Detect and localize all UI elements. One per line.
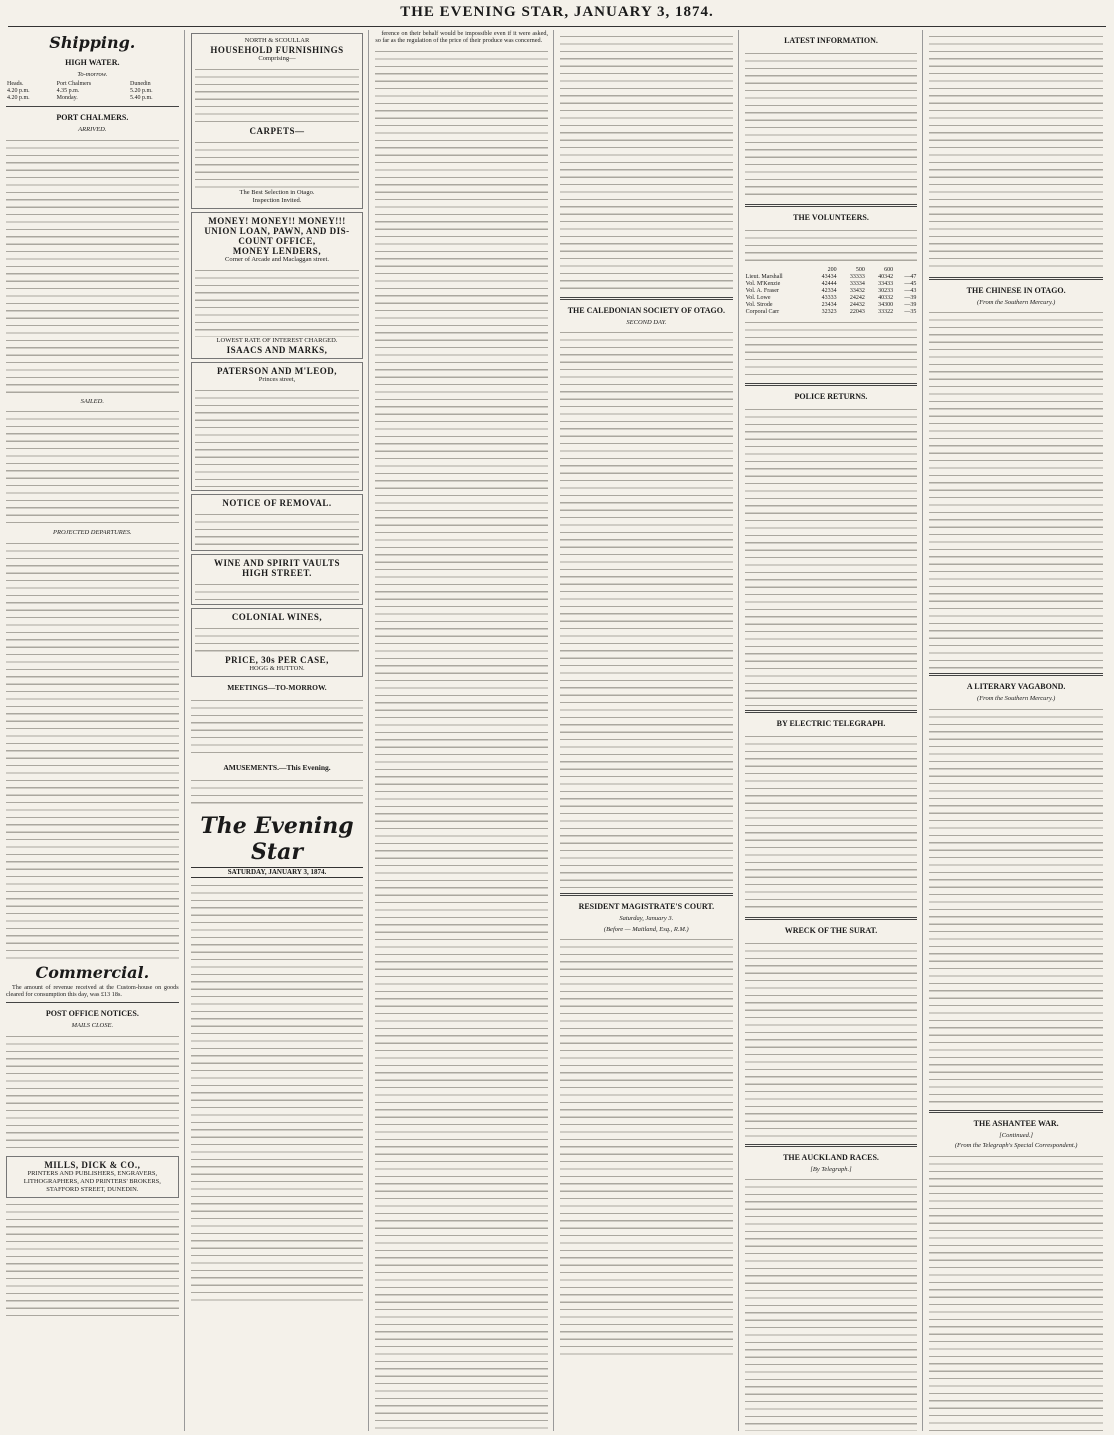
auckland-races-heading: THE AUCKLAND RACES.: [783, 1153, 879, 1162]
masthead: THE EVENING STAR, JANUARY 3, 1874.: [8, 4, 1106, 27]
table-header-cell: 500: [855, 267, 865, 273]
money-lenders-sub: Corner of Arcade and Maclaggan street.: [225, 256, 329, 263]
divider: [560, 893, 733, 896]
text-block: [745, 406, 918, 706]
volunteers-heading: THE VOLUNTEERS.: [793, 213, 869, 222]
table-cell: 42334: [821, 288, 837, 294]
table-cell: 43333: [821, 295, 837, 301]
tide-label: Monday.: [56, 95, 78, 102]
high-water-sub: To-morrow.: [77, 71, 108, 78]
projected-departures-label: PROJECTED DEPARTURES.: [53, 529, 132, 537]
column-6: [929, 30, 1108, 1431]
table-cell: —39: [904, 302, 917, 308]
text-block: [6, 1033, 179, 1153]
vagabond-sub: (From the Southern Mercury.): [977, 695, 1056, 703]
text-block: [6, 137, 179, 397]
ashantee-sub: [Continued.]: [999, 1131, 1034, 1139]
carpets-title: CARPETS—: [249, 126, 305, 136]
tide-time: 4.35 p.m.: [56, 88, 80, 95]
tide-row: [6, 88, 179, 95]
text-block: [560, 329, 733, 889]
divider: [929, 1110, 1103, 1113]
text-block: [745, 50, 918, 200]
lowest-rate: LOWEST RATE OF INTEREST CHARGED.: [216, 337, 338, 344]
table-header-cell: 200: [827, 267, 837, 273]
caledonian-heading: THE CALEDONIAN SOCIETY OF OTAGO.: [567, 306, 725, 315]
column-4: [560, 30, 739, 1431]
chinese-sub: (From the Southern Mercury.): [977, 299, 1056, 306]
caledonian-sub: SECOND DAY.: [626, 319, 667, 326]
table-cell: 42444: [821, 281, 837, 287]
tide-place: Heads.: [7, 81, 24, 88]
high-water-heading: HIGH WATER.: [65, 58, 120, 67]
mills-dick-advert: [6, 1156, 179, 1198]
table-cell: Lieut. Marshall: [745, 274, 783, 280]
mills-ad-title: MILLS, DICK & CO.,: [44, 1159, 141, 1170]
removal-advert: [191, 494, 364, 551]
table-cell: 30233: [878, 288, 894, 294]
household-advert: [191, 33, 364, 209]
column-1: [6, 30, 185, 1431]
table-cell: 34300: [878, 302, 894, 308]
text-block: [195, 511, 360, 547]
paterson-title: PATERSON AND M'LEOD,: [217, 366, 337, 376]
best-selection: The Best Selection in Otago.: [239, 189, 315, 196]
table-cell: 23434: [821, 302, 837, 308]
union-title: UNION LOAN, PAWN, AND DIS-COUNT OFFICE,: [204, 226, 350, 246]
divider: [6, 1002, 179, 1003]
paper-title: The Evening Star: [200, 813, 354, 865]
text-block: [745, 1176, 918, 1431]
removal-title: NOTICE OF REMOVAL.: [222, 498, 332, 508]
household-sub: Comprising—: [258, 55, 296, 62]
tide-row: [6, 81, 179, 88]
table-row: [745, 295, 918, 302]
text-block: [745, 940, 918, 1140]
shipping-heading: Shipping.: [49, 33, 136, 52]
text-block: [929, 33, 1103, 273]
household-title: HOUSEHOLD FURNISHINGS: [210, 45, 344, 55]
price-line: PRICE, 30s PER CASE,: [225, 655, 329, 665]
divider: [745, 1144, 918, 1147]
divider: [560, 297, 733, 300]
text-block: [560, 33, 733, 293]
text-block: [195, 66, 360, 126]
text-block: [6, 1201, 179, 1321]
table-cell: Corporal Carr: [745, 309, 780, 315]
column-3: [375, 30, 554, 1431]
table-cell: Vol. Lowe: [745, 295, 771, 301]
colonial-wines-advert: [191, 608, 364, 677]
divider: [745, 383, 918, 386]
text-block: [375, 48, 548, 1431]
table-cell: 22043: [849, 309, 865, 315]
table-cell: —47: [904, 274, 917, 280]
text-block: [745, 227, 918, 267]
table-cell: 33433: [878, 281, 894, 287]
tide-row: [6, 95, 179, 102]
text-block: [195, 581, 360, 601]
chinese-heading: THE CHINESE IN OTAGO.: [966, 286, 1066, 295]
text-block: [191, 882, 364, 1302]
ashantee-heading: THE ASHANTEE WAR.: [973, 1118, 1059, 1128]
table-cell: —43: [904, 288, 917, 294]
table-cell: 40342: [878, 274, 894, 280]
table-row: [745, 288, 918, 295]
table-cell: —35: [904, 309, 917, 315]
lead-paragraph: ference on their behalf would be impossible even if it were asked, so far as the regulation of the price of their produce was concerned.: [375, 30, 548, 45]
table-row: [745, 274, 918, 281]
table-header-row: [745, 267, 918, 274]
text-block: [6, 408, 179, 528]
sailed-label: SAILED.: [80, 397, 104, 405]
resident-sub: (Before — Maitland, Esq., R.M.): [603, 925, 689, 933]
column-2: [191, 30, 370, 1431]
table-cell: 24242: [849, 295, 865, 301]
money-advert: [191, 212, 364, 359]
column-5: [745, 30, 924, 1431]
arrived-label: ARRIVED.: [78, 126, 107, 134]
table-cell: —45: [904, 281, 917, 287]
divider: [929, 673, 1103, 676]
text-block: [560, 936, 733, 1356]
text-block: [195, 267, 360, 337]
table-row: [745, 302, 918, 309]
police-returns-heading: POLICE RETURNS.: [794, 392, 868, 401]
commercial-heading: Commercial.: [35, 962, 150, 982]
divider: [929, 277, 1103, 280]
vagabond-heading: A LITERARY VAGABOND.: [966, 682, 1066, 692]
mails-close-label: MAILS CLOSE.: [71, 1022, 114, 1030]
tide-time: 4.20 p.m.: [7, 95, 30, 102]
tide-time: 5.20 p.m.: [130, 88, 153, 95]
text-block: [929, 1153, 1103, 1431]
north-scoullar: NORTH & SCOULLAR: [244, 37, 310, 44]
port-chalmers-heading: PORT CHALMERS.: [56, 113, 129, 123]
table-row: [745, 309, 918, 316]
telegraph-heading: BY ELECTRIC TELEGRAPH.: [776, 719, 886, 728]
tide-time: 4.20 p.m.: [7, 88, 30, 95]
money-line: MONEY! MONEY!! MONEY!!!: [208, 216, 346, 226]
ashantee-source: (From the Telegraph's Special Correspondent.): [954, 1142, 1078, 1150]
high-street: HIGH STREET.: [242, 568, 312, 578]
text-block: [929, 309, 1103, 669]
paterson-advert: [191, 362, 364, 491]
wine-title: WINE AND SPIRIT VAULTS: [214, 558, 340, 568]
table-header-cell: [894, 267, 917, 274]
table-header-cell: 600: [884, 267, 894, 273]
mills-ad-sub: PRINTERS AND PUBLISHERS, ENGRAVERS, LITHOGRAPHERS, AND PRINTERS' BROKERS, STAFFORD STREET, DUNEDIN.: [23, 1169, 161, 1193]
meetings-heading: MEETINGS—TO-MORROW.: [227, 683, 327, 692]
resident-magistrate-heading: RESIDENT MAGISTRATE'S COURT.: [578, 902, 715, 912]
latest-information-heading: LATEST INFORMATION.: [784, 36, 878, 45]
divider: [745, 204, 918, 207]
tide-time: 5.40 p.m.: [130, 95, 153, 102]
table-cell: 33432: [849, 288, 865, 294]
text-block: [195, 387, 360, 487]
hogg-hutton: HOGG & HUTTON.: [249, 665, 305, 672]
inspection-invited: Inspection Invited.: [252, 197, 302, 204]
text-block: [745, 733, 918, 913]
text-block: [191, 777, 364, 807]
divider: [745, 917, 918, 920]
table-cell: 43434: [821, 274, 837, 280]
table-cell: 24432: [849, 302, 865, 308]
text-block: [195, 625, 360, 655]
tide-place2: Port Chalmers: [56, 81, 92, 88]
commercial-text: The amount of revenue received at the Custom-house on goods cleared for consumption this day, was £13 18s.: [6, 983, 179, 999]
text-block: [6, 540, 179, 960]
post-office-heading: POST OFFICE NOTICES.: [45, 1009, 139, 1019]
newspaper-columns: [6, 30, 1108, 1431]
wine-advert: [191, 554, 364, 605]
auckland-sub: [By Telegraph.]: [810, 1166, 852, 1173]
divider: [6, 106, 179, 107]
colonial-wines-title: COLONIAL WINES,: [231, 612, 323, 622]
divider: [745, 710, 918, 713]
amusements-heading: AMUSEMENTS.—This Evening.: [223, 763, 331, 772]
table-cell: Vol. M'Kenzie: [745, 281, 781, 287]
table-cell: 33334: [849, 281, 865, 287]
table-cell: —39: [904, 295, 917, 301]
money-lenders: MONEY LENDERS,: [232, 246, 322, 256]
isaacs-marks: ISAACS AND MARKS,: [226, 345, 328, 355]
table-header-cell: [745, 267, 810, 274]
table-cell: Vol. Strode: [745, 302, 773, 308]
text-block: [191, 697, 364, 757]
volunteer-scores-table: [745, 267, 918, 316]
tide-place3: Dunedin: [130, 81, 151, 88]
resident-date: Saturday, January 3.: [619, 915, 674, 923]
text-block: [195, 139, 360, 189]
paper-dateline: SATURDAY, JANUARY 3, 1874.: [191, 867, 364, 878]
table-cell: 32323: [821, 309, 837, 315]
tide-table: [6, 81, 179, 102]
table-cell: 33333: [849, 274, 865, 280]
table-cell: 33322: [878, 309, 894, 315]
wreck-heading: WRECK OF THE SURAT.: [784, 926, 878, 935]
table-cell: 40332: [878, 295, 894, 301]
table-row: [745, 281, 918, 288]
paterson-sub: Princes street,: [258, 376, 296, 383]
text-block: [745, 319, 918, 379]
table-cell: Vol. A. Fraser: [745, 288, 779, 294]
text-block: [929, 706, 1103, 1106]
